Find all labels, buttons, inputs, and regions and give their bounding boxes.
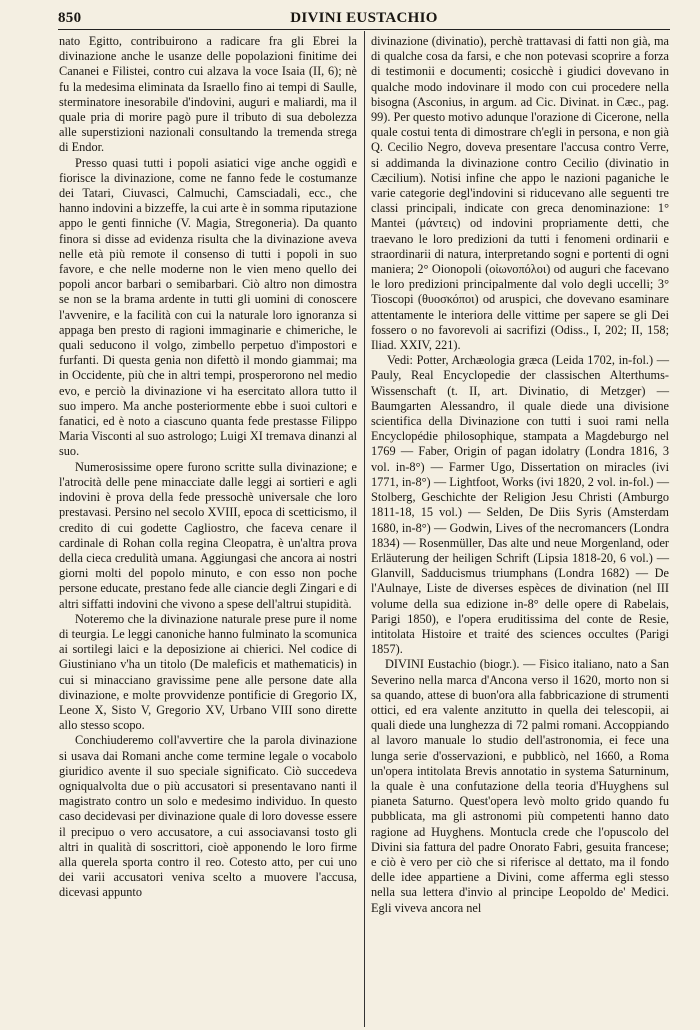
paragraph: Numerosissime opere furono scritte sulla divinazione; e l'atrocità delle pene minacciate dalle leggi ai sortieri e agli indovini è prova della fede pressochè universale che loro prestavasi. Persino nel secolo XVIII, epoca di scetticismo, il credito di cui godette Cagliostro, che faceva cenare il cardinale di Rohan colla regina Cleopatra, è un'altra prova della cieca credulità umana. Aggiungasi che ancora ai nostri giorni molti del popolo minuto, e con esso non poche persone educate, prestano fede alle ciancie degli Zingari e di altri siffatti indovini che vivono a spese dell'altrui stupidità. bbox=[59, 459, 357, 611]
paragraph: divinazione (divinatio), perchè trattavasi di fatti non già, ma di qualche cosa da farsi, e che non potevasi scoprire a forza di testimonii e documenti; cosicchè i giudici dovevano in qualche modo indovinare il modo con cui procedere nella bisogna (Asconius, in argum. ad Cic. Divinat. in Cæc., pag. 99). Per questo motivo adunque l'orazione di Cicerone, nella quale costui tenta di dimostrare ch'egli in persona, e non già Q. Cecilio Negro, doveva presentare l'accusa contro Verre, si addimanda la divinazione contro Cecilio (divinatio in Cæcilium). Notisi infine che appo le nazioni paganiche le varie categorie degl'indovini si riducevano alle seguenti tre classi principali, indicate con greca denominazione: 1° Mantei (μάντεις) od indovini propriamente detti, che traevano le loro predizioni da tutti i fenomeni ordinarii e straordinarii di natura, interpretando sogni e portenti di ogni maniera; 2° Oionopoli (οἰωνοπόλοι) od auguri che facevano le loro predizioni principalmente dal volo degli uccelli; 3° Tioscopi (θυοσκόποι) od aruspici, che dovevano esaminare attentamente le interiora delle vittime per sapere se gli Dei fossero o no favorevoli ai sacrifizi (Odiss., I, 202; II, 158; Iliad. XXIV, 221). bbox=[371, 34, 669, 353]
page-number: 850 bbox=[58, 10, 82, 26]
page-header bbox=[58, 6, 670, 28]
bibliography-paragraph: Vedi: Potter, Archæologia græca (Leida 1702, in-fol.) — Pauly, Real Encyclopedie der classischen Alterthums-Wissenschaft (t. II, art. Divinatio, di Metzger) — Baumgarten Alessandro, il quale diede una divisione scientifica della Divinazione con tutti i suoi rami nella Encyclopédie philosophique, stampata a Magdeburgo nel 1769 — Faber, Origin of pagan idolatry (Londra 1816, 3 vol. in-8°) — Farmer Ugo, Dissertation on miracles (ivi 1771, in-8°) — Lightfoot, Works (ivi 1820, 2 vol. in-fol.) — Stolberg, Geschichte der Religion Jesu Christi (Amburgo 1811-18, 15 vol.) — Selden, De Diis Syris (Amsterdam 1680, in-8°) — Godwin, Lives of the necromancers (Londra 1834) — Rosenmüller, Das alte und neue Morgenland, oder Erläuterung der heiligen Schrift (Lipsia 1818-20, 6 vol.) — Glanvill, Sadducismus triumphans (Londra 1682) — De l'Aulnaye, Liste de diverses espèces de divination (nel III volume della sua edizione in-8° delle opere di Rabelais, Parigi 1850), e l'opera eruditissima del conte de Resie, intitolata Histoire et traité des sciences occultes (Parigi 1857). bbox=[371, 353, 669, 657]
encyclopedia-entry-divini: DIVINI Eustachio (biogr.). — Fisico italiano, nato a San Severino nella marca d'Ancona verso il 1620, morto non si sa quando, attese di buon'ora alla fabbricazione di strumenti ottici, ed era valente anzitutto in quella dei telescopii, ai quali diede una lunghezza di 72 palmi romani. Accoppiando al lavoro manuale lo studio dell'astronomia, ei fece una lunga serie d'osservazioni, e pubblicò, nel 1660, a Roma un'opera intitolata Brevis annotatio in systema Saturninum, la quale è una confutazione della teoria d'Huyghens sul pianeta Saturno. Quest'opera levò molto grido quando fu pubblicata, ma gli astronomi più competenti hanno dato ragione ad Huyghens. Montucla crede che l'opuscolo del Divini sia fattura del padre Onorato Fabri, gesuita francese; e ciò è vero per ciò che si riferisce al dettato, ma il fondo delle idee appartiene a Divini, come afferma egli stesso nella sua lettera d'invio al principe Leopoldo de' Medici. Egli viveva ancora nel bbox=[371, 657, 669, 915]
paragraph: nato Egitto, contribuirono a radicare fra gli Ebrei la divinazione anche le usanze delle popolazioni finitime dei Cananei e Filistei, contro cui alzava la voce Isaia (II, 6); nè fu la medesima eliminata da Israello fino ai tempi di Saulle, sterminatore inesorabile d'indovini, auguri e maliardi, ma il quale pria di morire pagò pure il tributo di sua debolezza alle superstizioni nazionali consultando la tremenda strega di Endor. bbox=[59, 34, 357, 155]
header-rule bbox=[58, 29, 670, 30]
left-column bbox=[59, 34, 357, 901]
running-title: DIVINI EUSTACHIO bbox=[290, 10, 438, 26]
paragraph: Conchiuderemo coll'avvertire che la parola divinazione si usava dai Romani anche come termine legale o vocabolo giuridico avente il suo speciale significato. Ciò succedeva ogniqualvolta due o più accusatori si presentavano nanti il magistrato contro un solo e medesimo individuo. In questo caso decidevasi per divinazione quale di loro dovesse essere il precipuo o vero accusatore, a cui associavansi tosto gli altri in qualità di soscrittori, cioè apponendo le loro firme alla querela sporta contro il reo. Cotesto atto, per cui uno dei varii accusatori veniva scelto a muovere l'accusa, dicevasi appunto bbox=[59, 733, 357, 900]
paragraph: Noteremo che la divinazione naturale prese pure il nome di teurgia. Le leggi canoniche hanno fulminato la scomunica ai sortilegi laici e la deposizione ai chierici. Nel codice di Giustiniano v'ha un titolo (De maleficis et mathematicis) in cui si minacciano gravissime pene alle persone date alla divinazione, e molte provvidenze pontificie di Gregorio IX, Leone X, Sisto V, Gregorio XV, Urbano VIII sono dirette allo stesso scopo. bbox=[59, 611, 357, 733]
paragraph: Presso quasi tutti i popoli asiatici vige anche oggidì e fiorisce la divinazione, come ne fanno fede le costumanze dei Tatari, Ciuvasci, Calmuchi, Camsciadali, ecc., che hanno indovini a bizzeffe, la cui arte è in somma riputazione appo le genti finniche (V. Magia, Stregoneria). Da quanto finora si disse ad evidenza risulta che la divinazione aveva nelle età più remote il consenso di tutti i popoli in suo favore, e che nelle moderne non le vien meno quello dei popoli ancor barbari o semibarbari. Ciò altro non dimostra se non se la brama ardente in tutti gli uomini di conoscere l'avvenire, e la facilità con cui la naturale loro ignoranza si appaga ben presto di ragioni immaginarie e chimeriche, le quali seducono il volgo, zimbello perpetuo d'impostori e furfanti. Di questa genia non difettò il mondo giammai; ma in Occidente, più che in altri tempi, prosperorono nel medio evo, e perciò la divinazione vi ha esercitato allora tutto il suo impero. Ma anche posteriormente ebbe i suoi cultori e fanatici, ed è noto a ciascuno quanta fede prestasse Filippo Maria Visconti al suo astrologo; Luigi XI tremava dinanzi al suo. bbox=[59, 155, 357, 459]
right-column bbox=[371, 34, 669, 916]
column-divider bbox=[364, 31, 365, 1027]
